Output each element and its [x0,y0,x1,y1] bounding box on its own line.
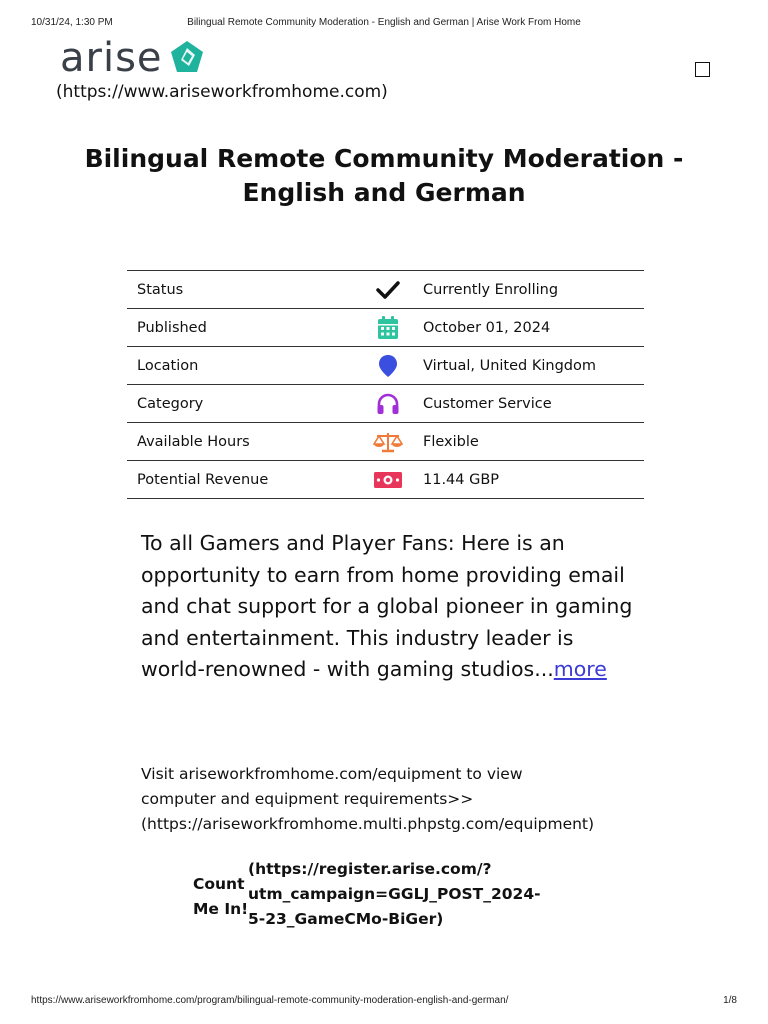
money-icon [373,470,403,490]
print-header [0,17,768,31]
details-table [127,270,644,499]
detail-value: Currently Enrolling [411,271,644,309]
menu-checkbox[interactable] [695,62,710,77]
print-footer [0,995,768,1009]
detail-row-category [127,385,644,423]
headphones-icon [376,393,400,415]
detail-value: Virtual, United Kingdom [411,347,644,385]
arise-logo-icon [167,38,207,78]
scale-icon [373,431,403,453]
description-text: To all Gamers and Player Fans: Here is an opportunity to earn from home providing email and chat support for a global pioneer in gaming and entertainment. This industry leader is world-renowned - with gaming studios... [141,531,633,681]
detail-value: Flexible [411,423,644,461]
detail-row-hours [127,423,644,461]
register-link[interactable] [248,857,608,932]
print-title: Bilingual Remote Community Moderation - English and German | Arise Work From Home [187,17,581,28]
detail-label: Potential Revenue [127,461,365,499]
print-date: 10/31/24, 1:30 PM [31,17,113,28]
detail-label: Published [127,309,365,347]
detail-value: 11.44 GBP [411,461,644,499]
detail-value: Customer Service [411,385,644,423]
register-url-line: utm_campaign=GGLJ_POST_2024- [248,885,541,903]
detail-row-revenue [127,461,644,499]
map-pin-icon [378,354,398,378]
detail-label: Location [127,347,365,385]
detail-label: Available Hours [127,423,365,461]
register-url-line: 5-23_GameCMo-BiGer) [248,910,444,928]
equipment-url[interactable]: (https://ariseworkfromhome.multi.phpstg.com/equipment) [141,815,595,833]
site-link[interactable]: (https://www.ariseworkfromhome.com) [56,82,388,102]
logo-text: arise [60,35,163,81]
page-title: Bilingual Remote Community Moderation - English and German [84,144,684,207]
page-number: 1/8 [723,995,737,1006]
calendar-icon [377,316,399,340]
detail-row-status [127,271,644,309]
cta-label-line: Count [193,875,245,893]
detail-label: Category [127,385,365,423]
checkmark-icon [376,280,400,300]
more-link[interactable]: more [553,657,607,681]
cta-label-line: Me In! [193,900,249,918]
arise-logo[interactable] [60,36,207,80]
equipment-line[interactable]: computer and equipment requirements>> [141,790,474,808]
print-footer-url: https://www.ariseworkfromhome.com/program/bilingual-remote-community-moderation-english-and-german/ [31,995,509,1006]
detail-label: Status [127,271,365,309]
detail-value: October 01, 2024 [411,309,644,347]
equipment-line[interactable]: Visit ariseworkfromhome.com/equipment to view [141,765,523,783]
equipment-info [141,762,630,837]
detail-row-published [127,309,644,347]
register-url-line: (https://register.arise.com/? [248,860,492,878]
count-me-in-button[interactable] [193,872,248,922]
program-description [141,528,641,686]
detail-row-location [127,347,644,385]
